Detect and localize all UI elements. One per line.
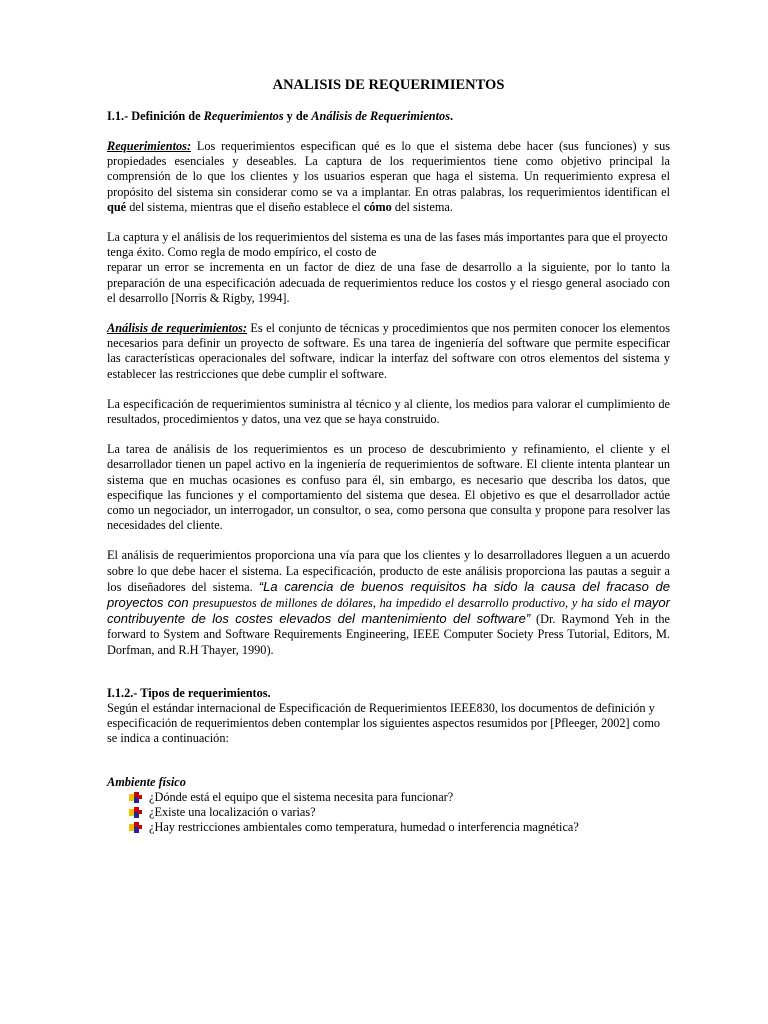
- subsection-heading: Ambiente físico: [107, 774, 186, 789]
- bold-que: qué: [107, 199, 127, 214]
- document-body: [107, 76, 670, 835]
- list-item: [129, 805, 670, 820]
- list-item-text: ¿Hay restricciones ambientales como temperatura, humedad o interferencia magnética?: [149, 819, 579, 834]
- section-heading-connector: y de: [283, 109, 312, 123]
- bullet-list: [107, 790, 670, 836]
- colored-bullet-icon: [129, 807, 143, 818]
- section-heading-tipos: I.1.2.- Tipos de requerimientos.: [107, 685, 271, 700]
- paragraph-text: del sistema, mientras que el diseño establece el: [126, 199, 364, 214]
- paragraph-captura-line1: La captura y el análisis de los requerimientos del sistema es una de las fases más importantes para que el proyecto tenga éxito. Como regla de modo empírico, el costo de: [107, 230, 668, 260]
- paragraph-text: El análisis de requerimientos proporciona una vía para que los clientes y lo desarrolladores lleguen a un acuerdo sobre lo que debe hacer el sistema. La especificación, producto de este análisis proporciona las pautas a seguir a los diseñadores del sistema.: [107, 548, 670, 594]
- list-item: [129, 820, 670, 835]
- list-item-text: ¿Existe una localización o varias?: [149, 804, 316, 819]
- colored-bullet-icon: [129, 822, 143, 833]
- term-requerimientos: Requerimientos: [107, 139, 187, 153]
- paragraph-text: del sistema.: [391, 199, 453, 214]
- section-heading-prefix: I.1.- Definición de: [107, 109, 204, 123]
- document-title: ANALISIS DE REQUERIMIENTOS: [272, 77, 505, 93]
- paragraph-requerimientos: [107, 139, 670, 215]
- paragraph-especificacion: La especificación de requerimientos suministra al técnico y al cliente, los medios para valorar el cumplimiento de resultados, procedimientos y datos, una vez que se haya construido.: [107, 396, 670, 427]
- term-colon: :: [242, 321, 248, 336]
- term-colon: :: [186, 139, 192, 153]
- colored-bullet-icon: [129, 792, 143, 803]
- bold-como: cómo: [363, 199, 392, 214]
- paragraph-text: Los requerimientos especifican qué es lo que el sistema debe hacer (sus funciones) y sus propiedades esenciales y deseables. La captura de los requerimientos tiene como objetivo principal la comprensión de lo que los clientes y los usuarios esperan que haga el sistema. Un requerimiento expresa el propósito del sistema sin considerar como se va a implantar. En otras palabras, los requerimientos identifican el: [107, 139, 670, 199]
- quote-citation: (Dr. Raymond Yeh in the forward to System and Software Requirements Engineering, IEEE Computer Society Press Tutorial, Editors, M. Dorfman, and R.H Thayer, 1990).: [107, 612, 671, 657]
- quote-part-2: presupuestos de millones de dólares, ha impedido el desarrollo productivo, y ha sido el: [192, 596, 634, 611]
- quote-part-1: “La carencia de buenos requisitos ha sido la causa del fracaso de proyectos con: [107, 578, 670, 611]
- list-item-text: ¿Dónde está el equipo que el sistema necesita para funcionar?: [149, 789, 454, 804]
- section-heading-definition: [107, 108, 670, 124]
- paragraph-text: Es el conjunto de técnicas y procedimientos que nos permiten conocer los elementos necesarios para definir un proyecto de software. Es una tarea de ingeniería del software que permite especificar las características operacionales del software, indicar la interfaz del software con otros elementos del sistema y establecer las restricciones que debe cumplir el software.: [107, 321, 670, 381]
- paragraph-quote: [107, 548, 670, 657]
- paragraph-tipos: Según el estándar internacional de Especificación de Requerimientos IEEE830, los documentos de definición y especificación de requerimientos deben contemplar los siguientes aspectos resumidos por [Pfleeger, 2002] como se indica a continuación:: [107, 700, 661, 746]
- paragraph-captura-line2: reparar un error se incrementa en un factor de diez de una fase de desarrollo a la siguiente, por lo tanto la preparación de una especificación adecuada de requerimientos reduce los costos y el riesgo general asociado con el desarrollo [Norris & Rigby, 1994].: [107, 260, 670, 305]
- paragraph-analisis: [107, 321, 670, 382]
- section-heading-end: .: [449, 109, 454, 123]
- list-item: [129, 790, 670, 805]
- section-heading-term-2: Análisis de Requerimientos: [311, 109, 450, 123]
- section-heading-term-1: Requerimientos: [203, 109, 284, 123]
- quote-part-3: mayor contribuyente de los costes elevados del mantenimiento del software”: [107, 595, 670, 627]
- term-analisis: Análisis de requerimientos: [107, 321, 243, 336]
- paragraph-tarea: La tarea de análisis de los requerimientos es un proceso de descubrimiento y refinamiento, el cliente y el desarrollador tienen un papel activo en la ingeniería de requerimientos de software. El cliente intenta plantear un sistema que en muchas ocasiones es confuso para él, sin embargo, es necesario que describa los datos, que especifique las funciones y el comportamiento del sistema que desea. El objetivo es que el desarrollador actúe como un negociador, un interrogador, un consultor, o sea, como persona que consulta y propone para resolver las necesidades del cliente.: [107, 442, 670, 533]
